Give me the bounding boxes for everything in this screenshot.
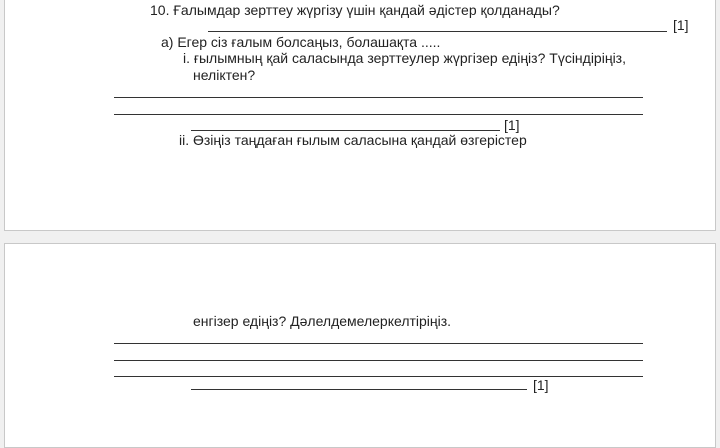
answer-line-q10 <box>208 31 667 32</box>
answer-line-ii-3 <box>114 376 643 377</box>
mark-sub-i: [1] <box>504 117 520 133</box>
sub-question-ii-text: ii. Өзіңіз таңдаған ғылым саласына қандай өзгерістер <box>179 132 527 148</box>
answer-line-i-3 <box>191 130 500 131</box>
answer-line-ii-2 <box>114 360 643 361</box>
worksheet-page-bottom <box>4 243 716 448</box>
sub-question-i-line1: i. ғылымның қай саласында зерттеулер жүргізер едіңіз? Түсіндіріңіз, <box>183 50 626 66</box>
answer-line-ii-1 <box>114 343 643 344</box>
mark-sub-ii: [1] <box>533 377 549 393</box>
mark-q10: [1] <box>673 17 689 33</box>
part-a-text: а) Егер сіз ғалым болсаңыз, болашақта ..... <box>161 34 441 50</box>
answer-line-ii-4 <box>191 389 527 390</box>
sub-question-i-line2: неліктен? <box>193 67 256 83</box>
sub-question-ii-continuation: енгізер едіңіз? Дәлелдемелеркелтіріңіз. <box>193 313 452 329</box>
answer-line-i-1 <box>114 97 643 98</box>
question-10-text: 10. Ғалымдар зерттеу жүргізу үшін қандай әдістер қолданады? <box>150 2 560 18</box>
answer-line-i-2 <box>114 114 643 115</box>
